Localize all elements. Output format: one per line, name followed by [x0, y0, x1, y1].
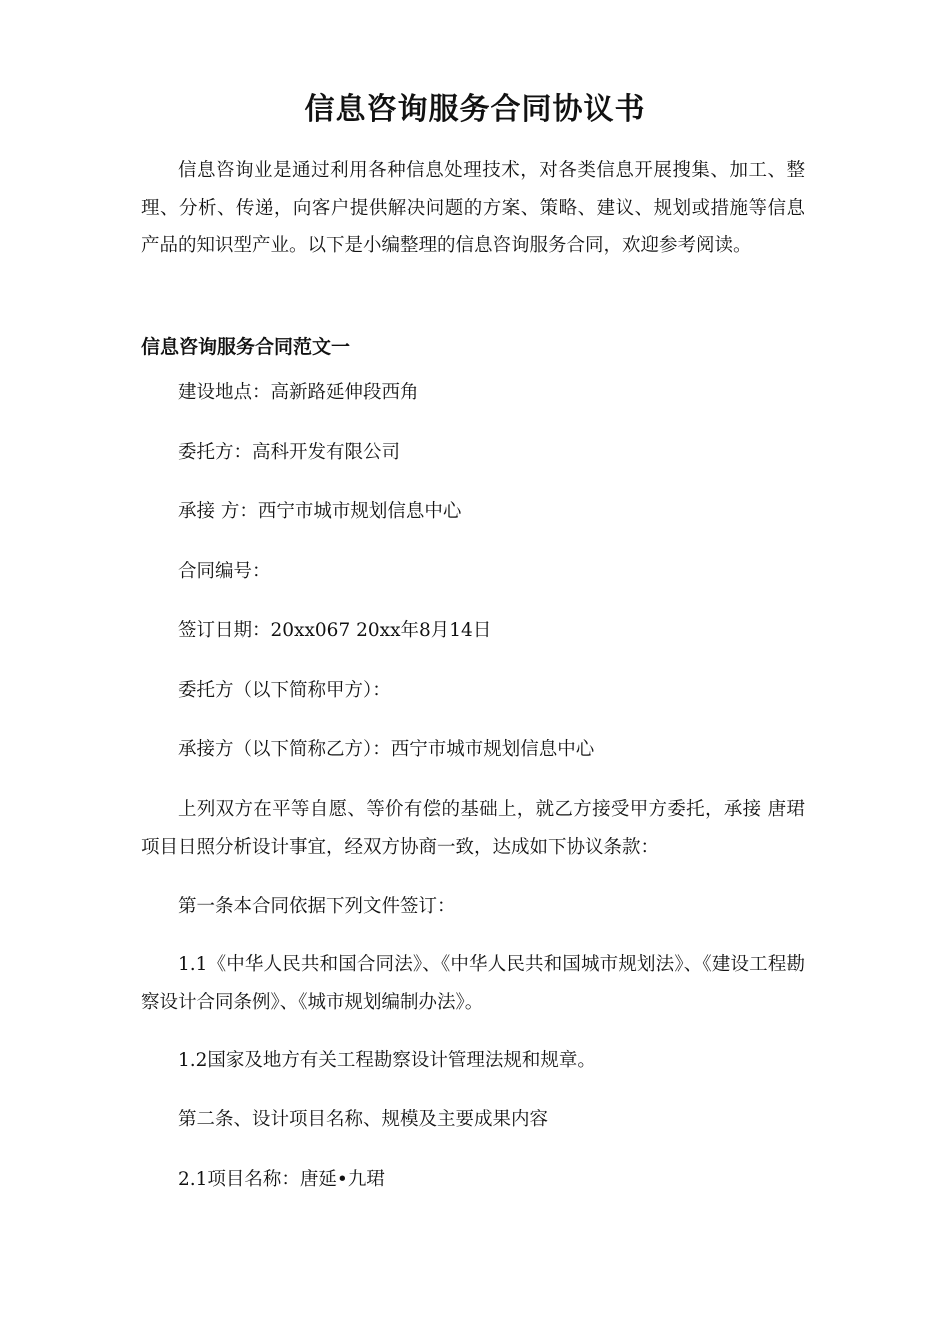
document-title: 信息咨询服务合同协议书: [304, 92, 646, 127]
party-a-line: 委托方（以下简称甲方）：: [178, 680, 391, 701]
section-heading: 信息咨询服务合同范文一: [141, 336, 351, 358]
article-one-heading: 第一条本合同依据下列文件签订：: [178, 896, 456, 917]
signing-date-line: 签订日期：20xx067 20xx年8月14日: [178, 620, 492, 641]
intro-paragraph: 信息咨询业是通过利用各种信息处理技术，对各类信息开展搜集、加工、整理、分析、传递，向客户提供解决问题的方案、策略、建议、规划或措施等信息产品的知识型产业。以下是小编整理的信息咨询服务合同，欢迎参考阅读。: [141, 160, 805, 256]
clause-2-1: 2.1项目名称：唐延•九珺: [178, 1169, 385, 1190]
party-b-line: 承接方（以下简称乙方）：西宁市城市规划信息中心: [178, 739, 595, 760]
clause-1-2: 1.2国家及地方有关工程勘察设计管理法规和规章。: [178, 1050, 596, 1071]
contractor-line: 承接 方：西宁市城市规划信息中心: [178, 501, 462, 522]
article-two-heading: 第二条、设计项目名称、规模及主要成果内容: [178, 1109, 549, 1130]
client-line: 委托方：高科开发有限公司: [178, 442, 401, 463]
contract-number-line: 合同编号：: [178, 561, 271, 582]
clause-1-1: 1.1《中华人民共和国合同法》、《中华人民共和国城市规划法》、《建设工程勘察设计合同条例》、《城市规划编制办法》。: [141, 954, 805, 1013]
construction-site-line: 建设地点：高新路延伸段西角: [178, 382, 419, 403]
agreement-preamble: 上列双方在平等自愿、等价有偿的基础上，就乙方接受甲方委托，承接 唐珺项目日照分析设计事宜，经双方协商一致，达成如下协议条款：: [141, 799, 805, 858]
